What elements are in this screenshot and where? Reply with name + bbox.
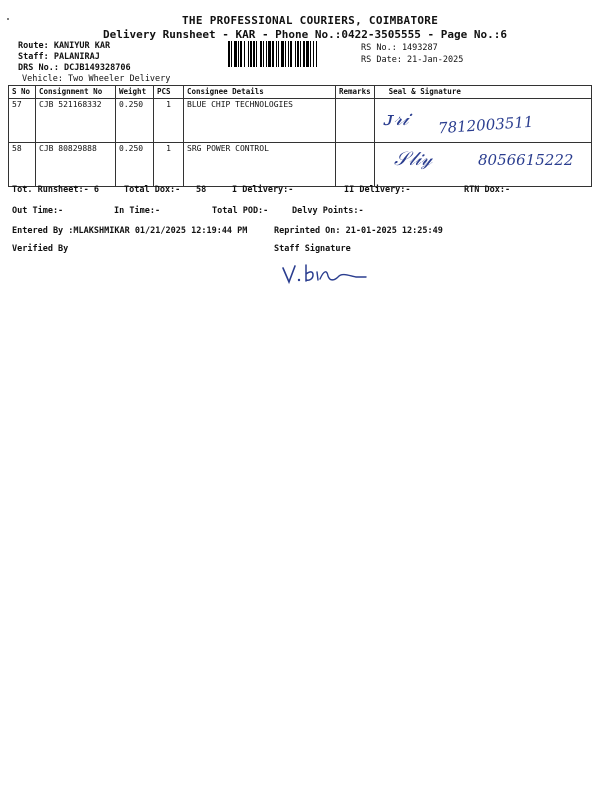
col-seal-signature: Seal & Signature: [374, 86, 591, 99]
verified-by: Verified By: [12, 244, 69, 254]
runsheet-table: [8, 85, 592, 187]
handwritten-signature-2: 𝒮𝓁𝒾𝓎: [394, 148, 433, 170]
i-delivery: I Delivery:-: [232, 185, 294, 195]
cell-remarks: [336, 143, 375, 187]
cell-weight: 0.250: [116, 99, 154, 143]
col-consignment: Consignment No: [36, 86, 116, 99]
cell-pcs: 1: [154, 143, 184, 187]
tot-runsheet: Tot. Runsheet:- 6: [12, 185, 99, 195]
col-weight: Weight: [116, 86, 154, 99]
cell-consignment: CJB 521168332: [36, 99, 116, 143]
staff-signature-label: Staff Signature: [274, 244, 351, 254]
out-time: Out Time:-: [12, 206, 64, 216]
cell-consignment: CJB 80829888: [36, 143, 116, 187]
in-time: In Time:-: [114, 206, 161, 216]
cell-pcs: 1: [154, 99, 184, 143]
barcode-image: [228, 41, 354, 67]
entered-by: Entered By :MLAKSHMIKAR 01/21/2025 12:19:44 PM: [12, 226, 248, 236]
runsheet-title: Delivery Runsheet - KAR - Phone No.:0422-3505555 - Page No.:6: [103, 28, 507, 41]
cell-sno: 57: [9, 99, 36, 143]
col-pcs: PCS: [154, 86, 184, 99]
company-name: THE PROFESSIONAL COURIERS, COIMBATORE: [182, 14, 439, 27]
handwritten-signature-1: ᴊ𝓇𝒾: [384, 106, 409, 130]
cell-weight: 0.250: [116, 143, 154, 187]
rtn-dox: RTN Dox:-: [464, 185, 511, 195]
scan-speck: [7, 18, 9, 20]
route-label: Route: KANIYUR KAR: [18, 41, 111, 51]
total-dox-value: 58: [196, 185, 207, 195]
col-consignee: Consignee Details: [184, 86, 336, 99]
reprinted-on: Reprinted On: 21-01-2025 12:25:49: [274, 226, 443, 236]
vehicle-label: Vehicle: Two Wheeler Delivery: [22, 74, 171, 84]
cell-remarks: [336, 99, 375, 143]
staff-label: Staff: PALANIRAJ: [18, 52, 100, 62]
col-sno: S No: [9, 86, 36, 99]
cell-consignee: SRG POWER CONTROL: [184, 143, 336, 187]
drs-number: DRS No.: DCJB149328706: [18, 63, 131, 73]
rs-number: RS No.: 1493287: [361, 43, 438, 53]
ii-delivery: II Delivery:-: [344, 185, 411, 195]
cell-sno: 58: [9, 143, 36, 187]
delvy-points: Delvy Points:-: [292, 206, 364, 216]
handwritten-phone-1: 7812003511: [437, 112, 534, 138]
rs-date: RS Date: 21-Jan-2025: [361, 55, 464, 65]
handwritten-phone-2: 8056615222: [478, 151, 574, 169]
staff-handwritten-signature: [280, 262, 370, 288]
total-dox-label: Total Dox:-: [124, 185, 181, 195]
col-remarks: Remarks: [336, 86, 375, 99]
table-header-row: [9, 86, 592, 99]
cell-consignee: BLUE CHIP TECHNOLOGIES: [184, 99, 336, 143]
total-pod: Total POD:-: [212, 206, 269, 216]
